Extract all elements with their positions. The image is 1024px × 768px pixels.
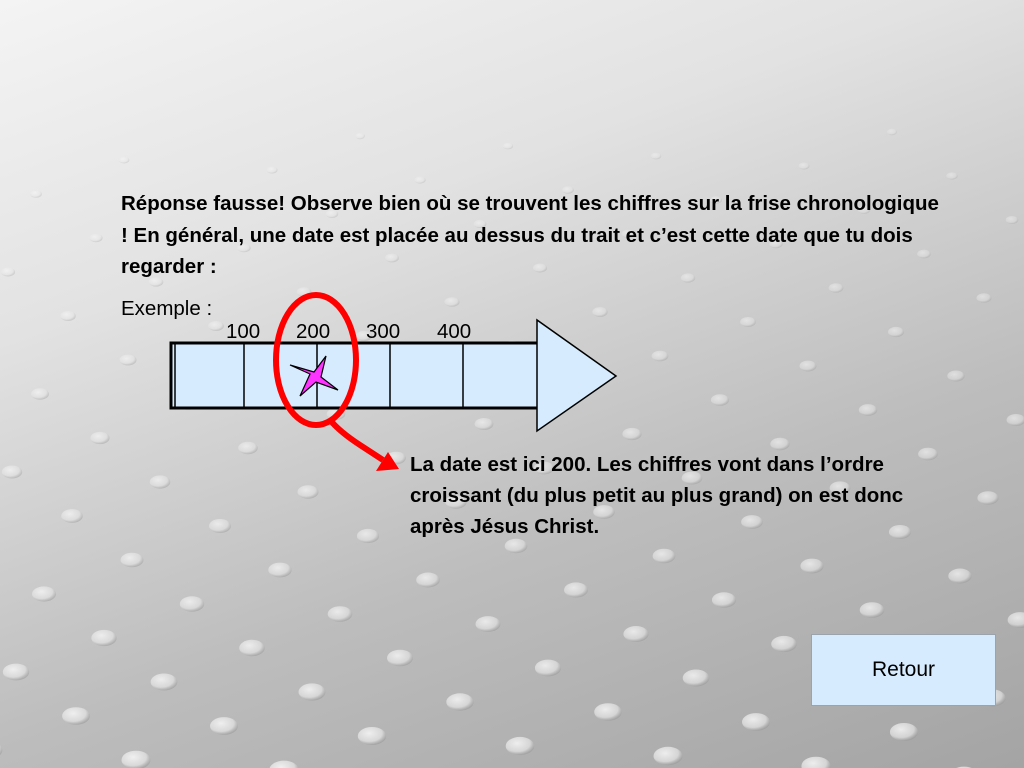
tick-label-200: 200 bbox=[296, 320, 331, 343]
retour-button[interactable]: Retour bbox=[811, 634, 996, 706]
tick-label-400: 400 bbox=[437, 320, 472, 343]
explanation-text: La date est ici 200. Les chiffres vont dans l’ordre croissant (du plus petit au plus grand) on est donc après Jésus Christ. bbox=[410, 453, 904, 538]
tick-label-100: 100 bbox=[226, 320, 261, 343]
example-label: Exemple : bbox=[121, 297, 213, 320]
intro-text: Réponse fausse! Observe bien où se trouvent les chiffres sur la frise chronologique ! En général, une date est placée au dessus du trait et c’est cette date que tu dois regarder : bbox=[121, 192, 939, 278]
connector-arrow-line bbox=[330, 420, 383, 460]
timeline-arrowhead bbox=[537, 320, 616, 431]
tick-label-300: 300 bbox=[366, 320, 401, 343]
